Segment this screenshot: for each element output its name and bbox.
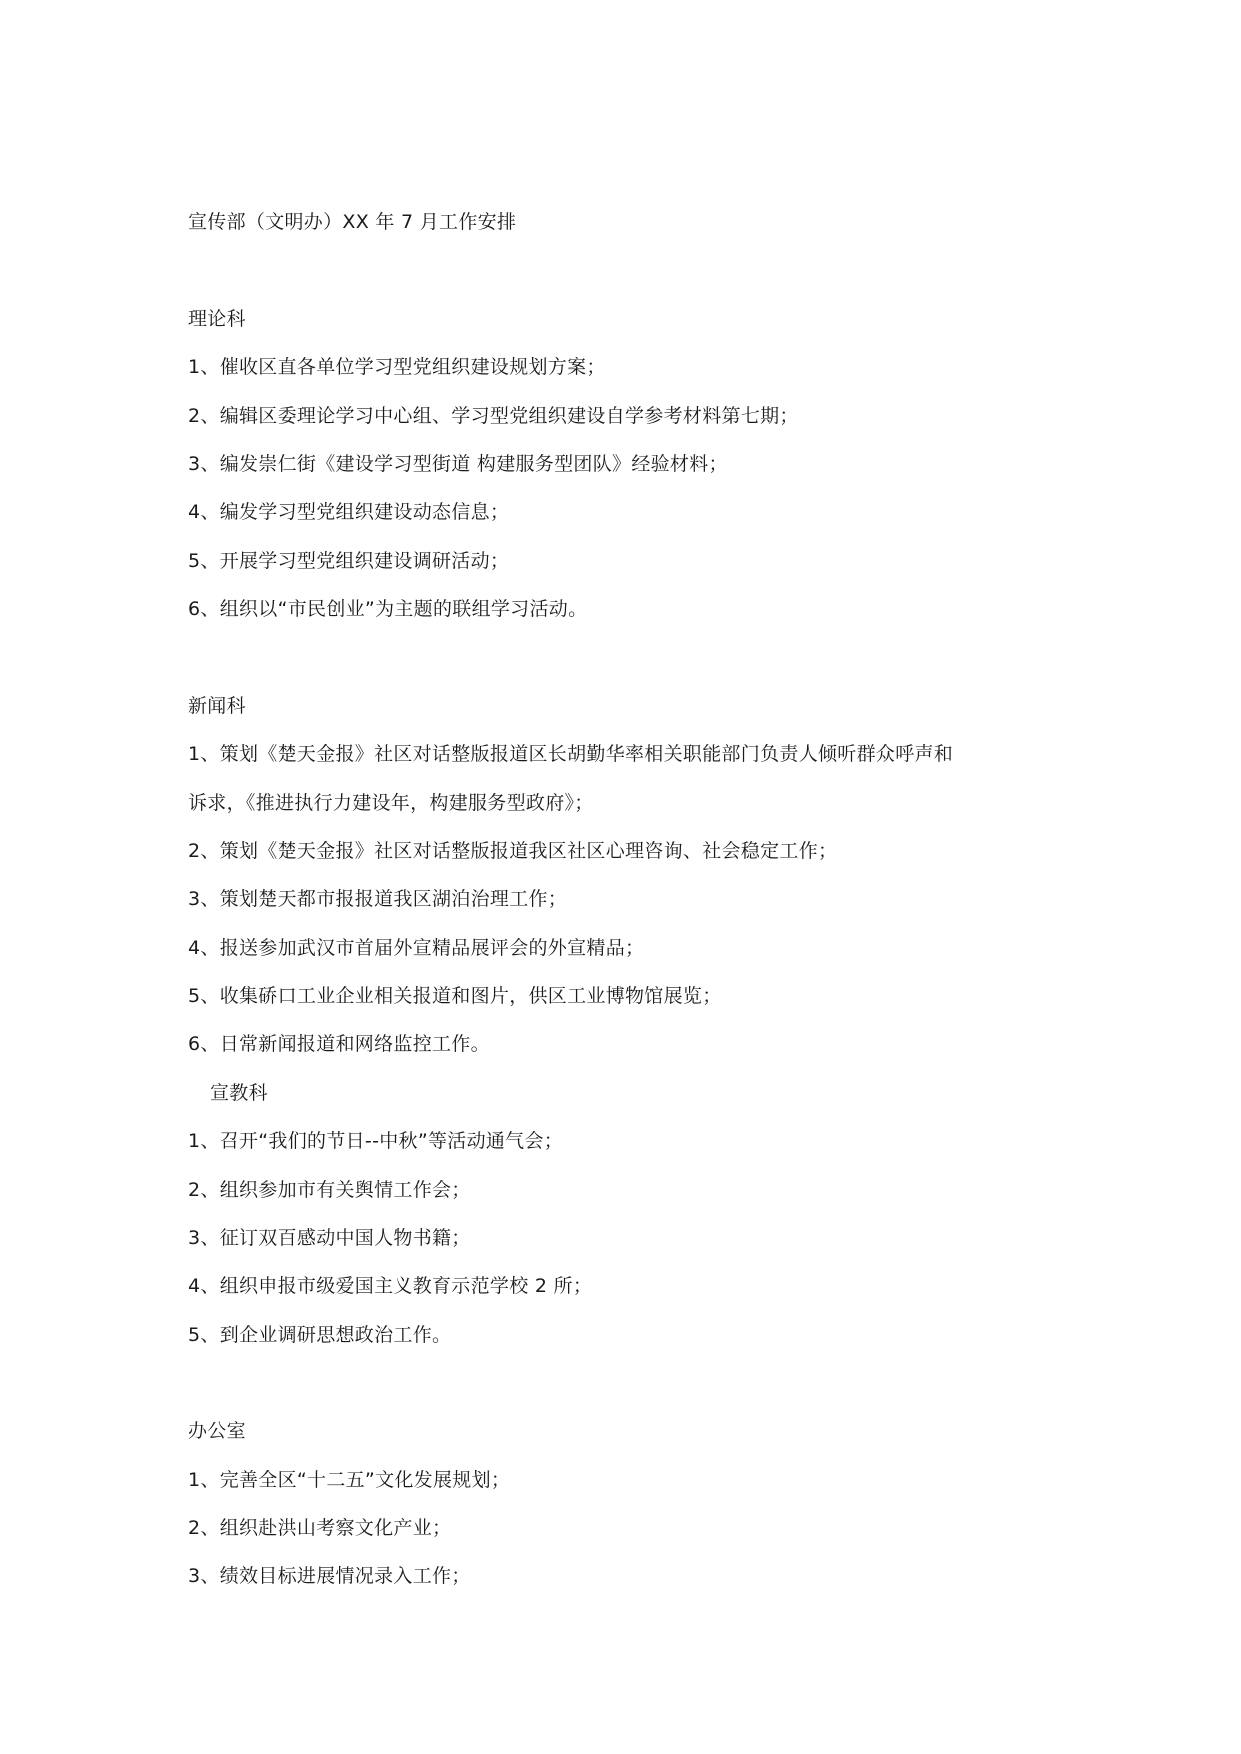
list-item: 5、收集硚口工业企业相关报道和图片，供区工业博物馆展览； [188, 985, 722, 1007]
list-item: 6、组织以“市民创业”为主题的联组学习活动。 [188, 598, 588, 620]
section-heading-office: 办公室 [188, 1420, 246, 1442]
list-item: 1、完善全区“十二五”文化发展规划； [188, 1469, 511, 1491]
list-item: 2、组织参加市有关舆情工作会； [188, 1179, 471, 1201]
list-item: 5、开展学习型党组织建设调研活动； [188, 550, 510, 572]
list-item: 6、日常新闻报道和网络监控工作。 [188, 1033, 490, 1055]
list-item: 2、组织赴洪山考察文化产业； [188, 1517, 452, 1539]
section-heading-education: 宣教科 [210, 1082, 268, 1104]
list-item: 2、编辑区委理论学习中心组、学习型党组织建设自学参考材料第七期； [188, 405, 799, 427]
list-item: 3、征订双百感动中国人物书籍； [188, 1227, 471, 1249]
list-item: 5、到企业调研思想政治工作。 [188, 1324, 452, 1346]
list-item: 3、策划楚天都市报报道我区湖泊治理工作； [188, 888, 568, 910]
list-item: 2、策划《楚天金报》社区对话整版报道我区社区心理咨询、社会稳定工作； [188, 840, 838, 862]
section-heading-theory: 理论科 [188, 308, 246, 330]
list-item: 1、催收区直各单位学习型党组织建设规划方案； [188, 356, 606, 378]
list-item: 4、编发学习型党组织建设动态信息； [188, 501, 510, 523]
document-title: 宣传部（文明办）XX 年 7 月工作安排 [188, 211, 517, 233]
list-item-continuation: 诉求，《推进执行力建设年，构建服务型政府》； [188, 792, 594, 814]
list-item: 1、召开“我们的节日--中秋”等活动通气会； [188, 1130, 564, 1152]
list-item: 4、报送参加武汉市首届外宣精品展评会的外宣精品； [188, 937, 645, 959]
list-item: 3、绩效目标进展情况录入工作； [188, 1565, 471, 1587]
list-item: 4、组织申报市级爱国主义教育示范学校 2 所； [188, 1275, 593, 1297]
list-item: 3、编发崇仁街《建设学习型街道 构建服务型团队》经验材料； [188, 453, 728, 475]
list-item: 1、策划《楚天金报》社区对话整版报道区长胡勤华率相关职能部门负责人倾听群众呼声和 [188, 743, 954, 765]
section-heading-news: 新闻科 [188, 695, 246, 717]
